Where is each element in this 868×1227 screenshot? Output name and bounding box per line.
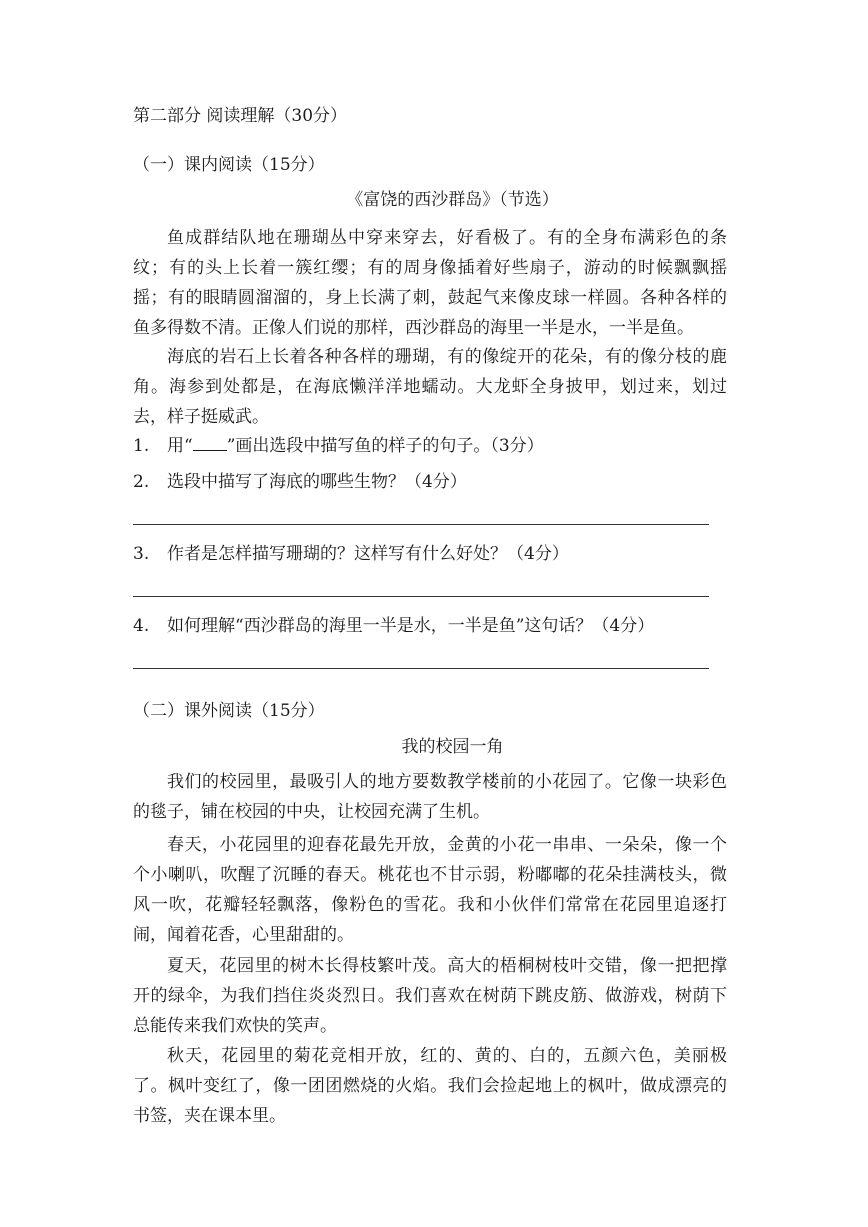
question-4-text: 如何理解“西沙群岛的海里一半是水，一半是鱼”这句话？（4分） [167, 616, 655, 636]
question-number: 1. [133, 436, 150, 456]
question-1-text [167, 435, 544, 457]
question-2-text: 选段中描写了海底的哪些生物？（4分） [167, 472, 467, 492]
section1-passage-title: 《富饶的西沙群岛》（节选） [346, 190, 559, 210]
section2-paragraph: 春天，小花园里的迎春花最先开放，金黄的小花一串串、一朵朵，像一个个小喇叭，吹醒了沉睡的春天。桃花也不甘示弱，粉嘟嘟的花朵挂满枝头，微风一吹，花瓣轻轻飘落，像粉色的雪花。我和小伙伴们常常在花园里追逐打闹，闻着花香，心里甜甜的。 [133, 835, 727, 945]
underline-blank [193, 436, 227, 451]
section2-paragraph: 夏天，花园里的树木长得枝繁叶茂。高大的梧桐树枝叶交错，像一把把撑开的绿伞，为我们挡住炎炎烈日。我们喜欢在树荫下跳皮筋、做游戏，树荫下总能传来我们欢快的笑声。 [133, 956, 727, 1036]
question-number: 3. [133, 544, 150, 564]
question-number: 4. [133, 616, 150, 636]
section1-paragraph: 鱼成群结队地在珊瑚丛中穿来穿去，好看极了。有的全身布满彩色的条纹；有的头上长着一簇红缨；有的周身像插着好些扇子，游动的时候飘飘摇摇；有的眼睛圆溜溜的，身上长满了刺，鼓起气来像皮球一样圆。各种各样的鱼多得数不清。正像人们说的那样，西沙群岛的海里一半是水，一半是鱼。 [133, 228, 727, 338]
section1-heading: （一）课内阅读（15分） [133, 155, 325, 175]
answer-line[interactable] [133, 524, 709, 525]
question-1-text-after: ”画出选段中描写鱼的样子的句子。（3分） [226, 436, 544, 456]
section2-heading: （二）课外阅读（15分） [133, 701, 325, 721]
question-3-text: 作者是怎样描写珊瑚的？这样写有什么好处？（4分） [167, 544, 569, 564]
section2-paragraph: 秋天，花园里的菊花竞相开放，红的、黄的、白的，五颜六色，美丽极了。枫叶变红了，像一团团燃烧的火焰。我们会捡起地上的枫叶，做成漂亮的书签，夹在课本里。 [133, 1046, 727, 1126]
section1-paragraph: 海底的岩石上长着各种各样的珊瑚，有的像绽开的花朵，有的像分枝的鹿角。海参到处都是，在海底懒洋洋地蠕动。大龙虾全身披甲，划过来，划过去，样子挺威武。 [133, 347, 727, 427]
part-title: 第二部分 阅读理解（30分） [133, 106, 348, 126]
question-number: 2. [133, 472, 150, 492]
question-1-text-before: 用“ [167, 436, 193, 456]
section2-passage-title: 我的校园一角 [401, 737, 504, 757]
answer-line[interactable] [133, 668, 709, 669]
section2-paragraph: 我们的校园里，最吸引人的地方要数教学楼前的小花园了。它像一块彩色的毯子，铺在校园的中央，让校园充满了生机。 [133, 772, 727, 822]
answer-line[interactable] [133, 596, 709, 597]
